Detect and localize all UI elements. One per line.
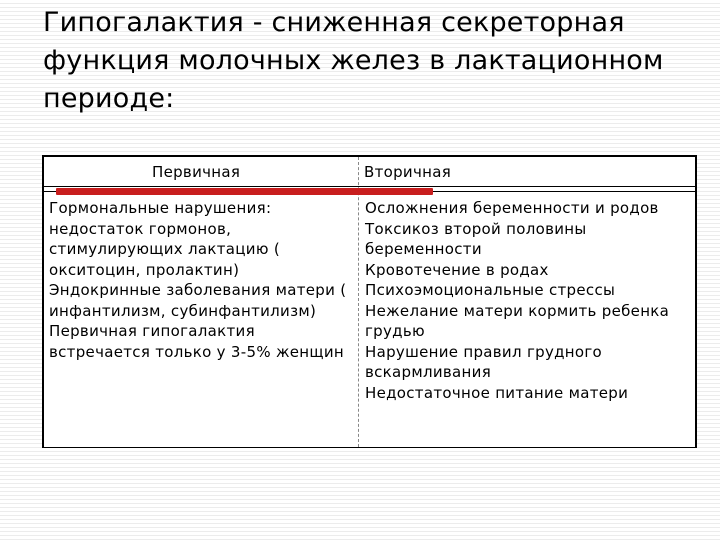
primary-cause-item: Эндокринные заболевания матери ( инфантилизм, субинфантилизм) [49,281,347,320]
secondary-cause-item: Осложнения беременности и родов [365,199,659,217]
secondary-cause-item: Психоэмоциональные стрессы [365,281,616,299]
secondary-cause-item: Кровотечение в родах [365,260,549,279]
comparison-table [42,155,697,448]
red-accent-bar [56,188,433,195]
primary-causes-list [49,198,349,362]
primary-cause-item: Гормональные нарушения: недостаток гормонов, стимулирующих лактацию ( окситоцин, пролактин) [49,199,280,279]
column-divider [358,157,359,447]
slide-title: Гипогалактия - сниженная секреторная функция молочных желез в лактационном периоде: [43,7,664,114]
secondary-causes-list [365,198,695,403]
secondary-cause-item: Токсикоз второй половины беременности [365,219,587,258]
header-primary: Первичная [152,163,241,181]
secondary-cause-item: Недостаточное питание матери [365,383,629,402]
secondary-cause-item: Нежелание матери кормить ребенка грудью [365,301,670,340]
primary-cause-item: Первичная гипогалактия встречается только у 3-5% женщин [49,322,344,361]
header-rule-top [44,186,695,187]
header-secondary: Вторичная [364,163,452,181]
secondary-cause-item: Нарушение правил грудного вскармливания [365,342,603,381]
